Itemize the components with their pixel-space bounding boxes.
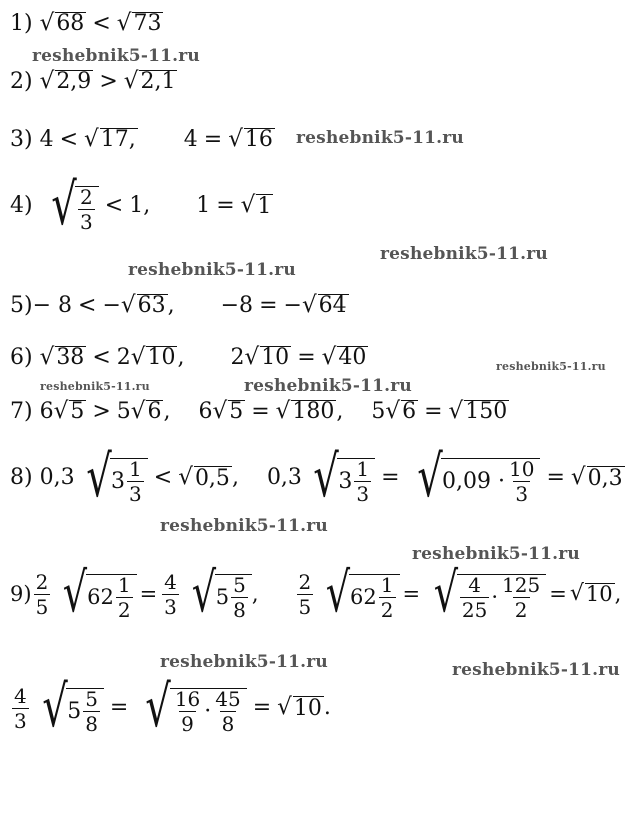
fraction [78,187,95,232]
whole-part: 5 [215,585,230,609]
whole-part: 3 [111,468,126,494]
operator: = [252,695,272,720]
fraction [127,459,144,504]
denominator: 8 [233,598,246,622]
sqrt: √ 180 [275,398,335,425]
operator: < [104,193,124,218]
sqrt: √ 5 [53,398,85,425]
denominator: 8 [221,712,235,736]
radicand [457,574,546,620]
item-number: 4) [10,193,33,218]
equation-line-5 [10,294,349,317]
punct: , [163,398,171,424]
watermark: reshebnik5-11.ru [32,46,200,66]
fraction [231,575,248,620]
term: 1, [129,193,151,218]
sqrt: √ 10 [244,344,290,371]
sqrt: √ 5 $\frac{5}{8}$ [31,682,104,734]
coefficient: 0,3 [39,465,75,490]
sqrt: √ 5 $\frac{5}{8}$ [181,568,252,620]
sqrt: √ 0,3 [570,464,623,491]
watermark: reshebnik5-11.ru [128,260,296,280]
radicand: 63 [137,293,166,319]
punct: , [167,292,175,318]
fraction [162,569,179,619]
fraction [507,459,536,504]
coefficient: 5 [116,398,131,424]
denominator: 3 [80,210,93,234]
item-number: 8) [10,465,33,490]
radicand: 1 [257,193,272,219]
term: 4 [183,126,198,152]
radicand: 6 [147,399,162,425]
operator: < [153,465,173,490]
watermark: reshebnik5-11.ru [40,380,150,393]
equation-line-10 [10,674,331,740]
numerator: 4 [164,569,177,594]
radicand [86,574,136,620]
denominator: 3 [14,708,27,733]
radicand: 180 [292,399,335,425]
equation-line-2 [10,70,177,93]
operator: = [546,465,565,490]
item-number: 2) [10,68,33,94]
operator: = [216,193,235,218]
item-number: 9) [10,581,32,606]
sqrt: √ 63 [120,292,166,319]
numerator: 1 [356,457,370,481]
sqrt: √ 10 [130,344,176,371]
punct: , [231,465,239,490]
punct: , [177,344,185,370]
coefficient: 6 [198,398,213,424]
operator: < [92,10,111,36]
term: 4 [39,126,54,152]
sqrt: √ 6 [130,398,162,425]
radicand: 6 [402,399,417,425]
radicand: 17, [100,127,136,153]
punct: , [251,581,259,606]
sqrt: √ 3 $\frac{1}{3}$ [302,452,375,504]
sqrt: √ 62 $\frac{1}{2}$ [315,568,399,620]
equation-line-3 [10,128,275,151]
sqrt: √ 10 [277,694,322,721]
radicand: 38 [56,345,85,371]
whole-part: 5 [67,698,82,724]
operator: = [259,292,278,318]
radicand: 10 [585,581,613,606]
whole-part: 62 [87,585,114,609]
numerator: 45 [215,687,241,711]
operator: = [424,398,443,424]
radicand: 73 [133,11,162,37]
coefficient: 0,3 [266,465,302,490]
sqrt: √ 10 [569,580,613,606]
dot-operator: · [491,585,499,609]
sqrt: √ 40 [321,344,367,371]
radicand [441,458,540,504]
term: 1 [196,193,211,218]
equation-line-4 [10,172,273,238]
operator: = [297,344,316,370]
sqrt: √ 3 $\frac{1}{3}$ [75,452,148,504]
equation-line-6 [10,346,368,369]
denominator: 2 [514,598,528,622]
operator: = [203,126,223,152]
equation-line-7 [10,400,509,423]
sqrt: √ 62 $\frac{1}{2}$ [52,568,136,620]
item-number: 7) [10,398,33,424]
sqrt: √ $\frac{2}{3}$ [40,180,99,232]
denominator: 3 [164,594,177,619]
fraction [213,689,242,734]
sqrt: √ 2,1 [123,68,176,95]
fraction [297,569,314,619]
sqrt: √ $\frac{16}{9}$ · $\frac{45}{8}$ [134,682,246,734]
radicand: 10 [293,695,322,721]
denominator: 5 [298,594,312,619]
sign: − [283,292,302,318]
sqrt: √ 68 [39,10,85,37]
denominator: 25 [461,598,488,622]
item-number: 5) [10,292,33,318]
term: −8 [220,292,254,318]
term: − 8 [32,292,73,318]
radicand [75,186,99,232]
radicand: 0,3 [587,465,623,491]
equation-line-9 [10,560,622,624]
denominator: 3 [129,482,142,506]
coefficient: 2 [230,344,245,370]
denominator: 2 [117,598,131,622]
fraction [34,569,51,619]
watermark: reshebnik5-11.ru [160,516,328,536]
radicand [66,688,104,734]
numerator: 16 [174,687,201,711]
sqrt: √ 0,5 [178,464,230,491]
operator: < [59,126,79,152]
coefficient: 5 [371,398,386,424]
radicand: 0,5 [194,465,230,491]
watermark: reshebnik5-11.ru [296,128,464,148]
numerator: 1 [129,457,142,481]
radicand [215,574,252,620]
operator: = [251,398,270,424]
punct: . [323,695,331,720]
sign: − [102,292,121,318]
numerator: 2 [80,185,93,209]
fraction [379,575,396,620]
product: 0,09 · [442,468,505,494]
fraction [83,689,100,734]
watermark: reshebnik5-11.ru [380,244,548,264]
radicand: 10 [147,345,176,371]
radicand: 68 [56,11,85,37]
operator: > [92,398,111,424]
radicand: 64 [318,293,347,319]
denominator: 9 [181,712,194,736]
operator: < [78,292,97,318]
radicand [349,574,399,620]
item-number: 3) [10,126,33,152]
radicand: 150 [465,399,508,425]
denominator: 5 [35,594,49,619]
denominator: 2 [380,598,394,622]
denominator: 8 [85,712,98,736]
operator: = [109,695,129,720]
equation-line-1 [10,12,163,35]
sqrt: √ 6 [385,398,417,425]
sqrt: √ 2,9 [39,68,92,95]
operator: = [402,581,421,606]
numerator: 1 [117,573,131,597]
sqrt: √ 38 [39,344,85,371]
numerator: 2 [298,569,312,594]
sqrt: √ 73 [116,10,162,37]
numerator: 10 [509,457,535,481]
whole-part: 62 [350,585,377,609]
denominator: 3 [515,482,529,506]
item-number: 1) [10,10,33,36]
operator: > [99,68,118,94]
sqrt: √ 16 [228,126,273,153]
watermark: reshebnik5-11.ru [452,660,620,680]
watermark: reshebnik5-11.ru [244,376,412,396]
coefficient: 2 [116,344,131,370]
operator: = [139,581,158,606]
radicand: 2,9 [56,69,92,95]
numerator: 4 [14,683,27,708]
radicand [170,688,247,734]
radicand: 40 [338,345,367,371]
sqrt: √ 0,09 · $\frac{10}{3}$ [406,452,541,504]
radicand: 5 [70,399,85,425]
sqrt: √ 17, [84,126,136,153]
radicand: 16 [244,127,273,153]
punct: , [614,581,622,606]
whole-part: 3 [338,468,353,494]
fraction [500,575,542,620]
numerator: 2 [35,569,49,594]
fraction [116,575,133,620]
fraction [354,459,371,504]
radicand [337,458,375,504]
sqrt: √ 150 [448,398,508,425]
watermark: reshebnik5-11.ru [160,652,328,672]
numerator: 5 [85,687,98,711]
radicand: 2,1 [140,69,176,95]
fraction [12,683,29,733]
fraction [173,689,202,734]
coefficient: 6 [39,398,54,424]
operator: < [92,344,111,370]
operator: = [549,581,567,606]
numerator: 1 [380,573,394,597]
sqrt: √ 1 [240,192,272,219]
radicand: 10 [261,345,290,371]
sqrt: √ 64 [301,292,347,319]
radicand [110,458,148,504]
sqrt: √ 5 [212,398,244,425]
radicand: 5 [229,399,244,425]
sqrt: √ $\frac{4}{25}$ · $\frac{125}{2}$ [423,568,546,620]
denominator: 3 [356,482,370,506]
fraction [460,575,489,620]
item-number: 6) [10,344,33,370]
numerator: 125 [502,573,541,597]
numerator: 5 [233,573,246,597]
operator: = [381,465,400,490]
equation-line-8 [10,444,625,510]
numerator: 4 [468,573,481,597]
punct: , [336,398,344,424]
dot-operator: · [204,698,212,724]
watermark: reshebnik5-11.ru [496,360,606,373]
watermark: reshebnik5-11.ru [412,544,580,564]
